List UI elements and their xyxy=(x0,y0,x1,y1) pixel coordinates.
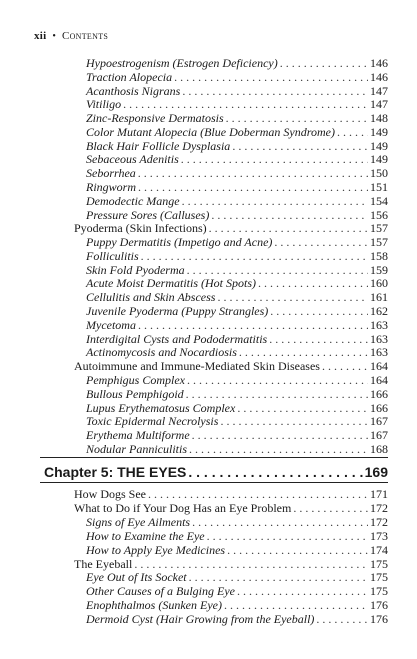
toc-entry-title: Erythema Multiforme xyxy=(86,428,190,443)
toc-entry-title: How to Apply Eye Medicines xyxy=(86,542,226,557)
toc-entry-title: Toxic Epidermal Necrolysis xyxy=(86,414,219,429)
section-title: Contents xyxy=(61,30,109,42)
toc-entry-title: The Eyeball xyxy=(74,556,133,571)
toc-entry-title: How to Examine the Eye xyxy=(86,528,205,543)
toc-entry-page: 162 xyxy=(370,304,388,319)
toc-entry-title: Nodular Panniculitis xyxy=(86,441,188,456)
toc-entry-title: Acute Moist Dermatitis (Hot Spots) xyxy=(86,276,256,291)
dot-leader xyxy=(189,441,368,457)
toc-entry-page: 176 xyxy=(370,598,388,613)
toc-entry-page: 149 xyxy=(370,152,388,167)
chapter-title: Chapter 5: THE EYES xyxy=(44,464,187,480)
toc-entry-page: 164 xyxy=(370,359,388,374)
toc-entry-title: Juvenile Pyoderma (Puppy Strangles) xyxy=(86,304,269,319)
toc-entry-page: 159 xyxy=(370,262,388,277)
toc-entry-page: 158 xyxy=(370,248,388,263)
toc-entry-title: Skin Fold Pyoderma xyxy=(86,262,185,277)
toc-entry-page: 151 xyxy=(370,180,388,195)
toc-entry-title: Folliculitis xyxy=(86,248,139,263)
toc-entry-title: Bullous Pemphigoid xyxy=(86,386,184,401)
toc-entry-page: 175 xyxy=(370,584,388,599)
toc-entry xyxy=(86,441,388,457)
running-head xyxy=(34,30,108,42)
toc-entry-title: Zinc-Responsive Dermatosis xyxy=(86,111,224,126)
toc-entry-title: What to Do if Your Dog Has an Eye Problem xyxy=(74,500,292,515)
toc-entry xyxy=(86,611,388,627)
toc-entry-title: Demodectic Mange xyxy=(86,193,180,208)
toc-entry-page: 150 xyxy=(370,166,388,181)
dot-leader xyxy=(316,611,368,627)
toc-entry-page: 161 xyxy=(370,290,388,305)
toc-entry-page: 157 xyxy=(370,221,388,236)
toc-entry-page: 166 xyxy=(370,400,388,415)
toc-entry-page: 168 xyxy=(370,441,388,456)
toc-entry-page: 146 xyxy=(370,69,388,84)
toc-entry-title: Pyoderma (Skin Infections) xyxy=(74,221,207,236)
toc-entry-title: Vitiligo xyxy=(86,97,122,112)
toc-entry-title: Color Mutant Alopecia (Blue Doberman Syndrome) xyxy=(86,124,335,139)
toc-entry-page: 163 xyxy=(370,331,388,346)
toc-entry-page: 147 xyxy=(370,97,388,112)
toc-entry-page: 146 xyxy=(370,56,388,70)
toc-entry-title: Pemphigus Complex xyxy=(86,372,185,387)
toc-entry-title: Hypoestrogenism (Estrogen Deficiency) xyxy=(86,56,278,70)
toc-entry-title: Acanthosis Nigrans xyxy=(86,83,181,98)
toc-entry-page: 175 xyxy=(370,556,388,571)
toc-entry-page: 172 xyxy=(370,500,388,515)
toc-entry-page: 176 xyxy=(370,612,388,627)
toc-entry-page: 157 xyxy=(370,235,388,250)
page-number: xii xyxy=(34,30,47,42)
toc-entry-title: How Dogs See xyxy=(74,487,146,501)
toc-entry-title: Signs of Eye Ailments xyxy=(86,514,191,529)
toc-entry-title: Actinomycosis and Nocardiosis xyxy=(86,345,237,360)
toc-entry-title: Cellulitis and Skin Abscess xyxy=(86,290,216,305)
toc-entry-title: Ringworm xyxy=(86,180,137,195)
bullet-separator: • xyxy=(52,31,57,42)
toc-entry-page: 175 xyxy=(370,570,388,585)
chapter-leader xyxy=(188,464,362,480)
chapter-rule-bottom xyxy=(40,482,388,483)
chapter-heading xyxy=(44,464,388,480)
toc-entry-title: Interdigital Cysts and Pododermatitis xyxy=(86,331,268,346)
toc-entry-title: Black Hair Follicle Dysplasia xyxy=(86,138,231,153)
toc-entry-page: 173 xyxy=(370,528,388,543)
toc-entry-page: 156 xyxy=(370,207,388,222)
chapter-page: 169 xyxy=(364,464,388,480)
toc-entry-page: 160 xyxy=(370,276,388,291)
toc-entry-title: Seborrhea xyxy=(86,166,136,181)
toc-entry-page: 167 xyxy=(370,428,388,443)
toc-entry-title: Other Causes of a Bulging Eye xyxy=(86,584,235,599)
toc-entry-title: Sebaceous Adenitis xyxy=(86,152,179,167)
toc-entry-page: 174 xyxy=(370,542,388,557)
toc-entry-page: 154 xyxy=(370,193,388,208)
toc-entry-title: Traction Alopecia xyxy=(86,69,173,84)
toc-entry-title: Eye Out of Its Socket xyxy=(86,570,187,585)
toc-entry-title: Autoimmune and Immune-Mediated Skin Diseases xyxy=(74,359,320,374)
toc-entry-page: 148 xyxy=(370,111,388,126)
toc-entry-page: 149 xyxy=(370,138,388,153)
toc-entry-title: Puppy Dermatitis (Impetigo and Acne) xyxy=(86,235,273,250)
toc-entry-page: 164 xyxy=(370,372,388,387)
toc-entry-title: Pressure Sores (Calluses) xyxy=(86,207,210,222)
toc-entry-page: 147 xyxy=(370,83,388,98)
toc-entry-title: Enophthalmos (Sunken Eye) xyxy=(86,598,222,613)
toc-entry-page: 149 xyxy=(370,124,388,139)
toc-entry-title: Mycetoma xyxy=(86,317,136,332)
toc-entry-page: 172 xyxy=(370,514,388,529)
chapter-rule-top xyxy=(40,457,388,458)
toc-entry-title: Lupus Erythematosus Complex xyxy=(86,400,236,415)
toc-entry-page: 163 xyxy=(370,345,388,360)
toc-entry-page: 171 xyxy=(370,487,388,501)
toc-entry-page: 163 xyxy=(370,317,388,332)
toc-entry-page: 167 xyxy=(370,414,388,429)
toc-entry-title: Dermoid Cyst (Hair Growing from the Eyeball) xyxy=(86,612,315,627)
toc-entry-page: 166 xyxy=(370,386,388,401)
